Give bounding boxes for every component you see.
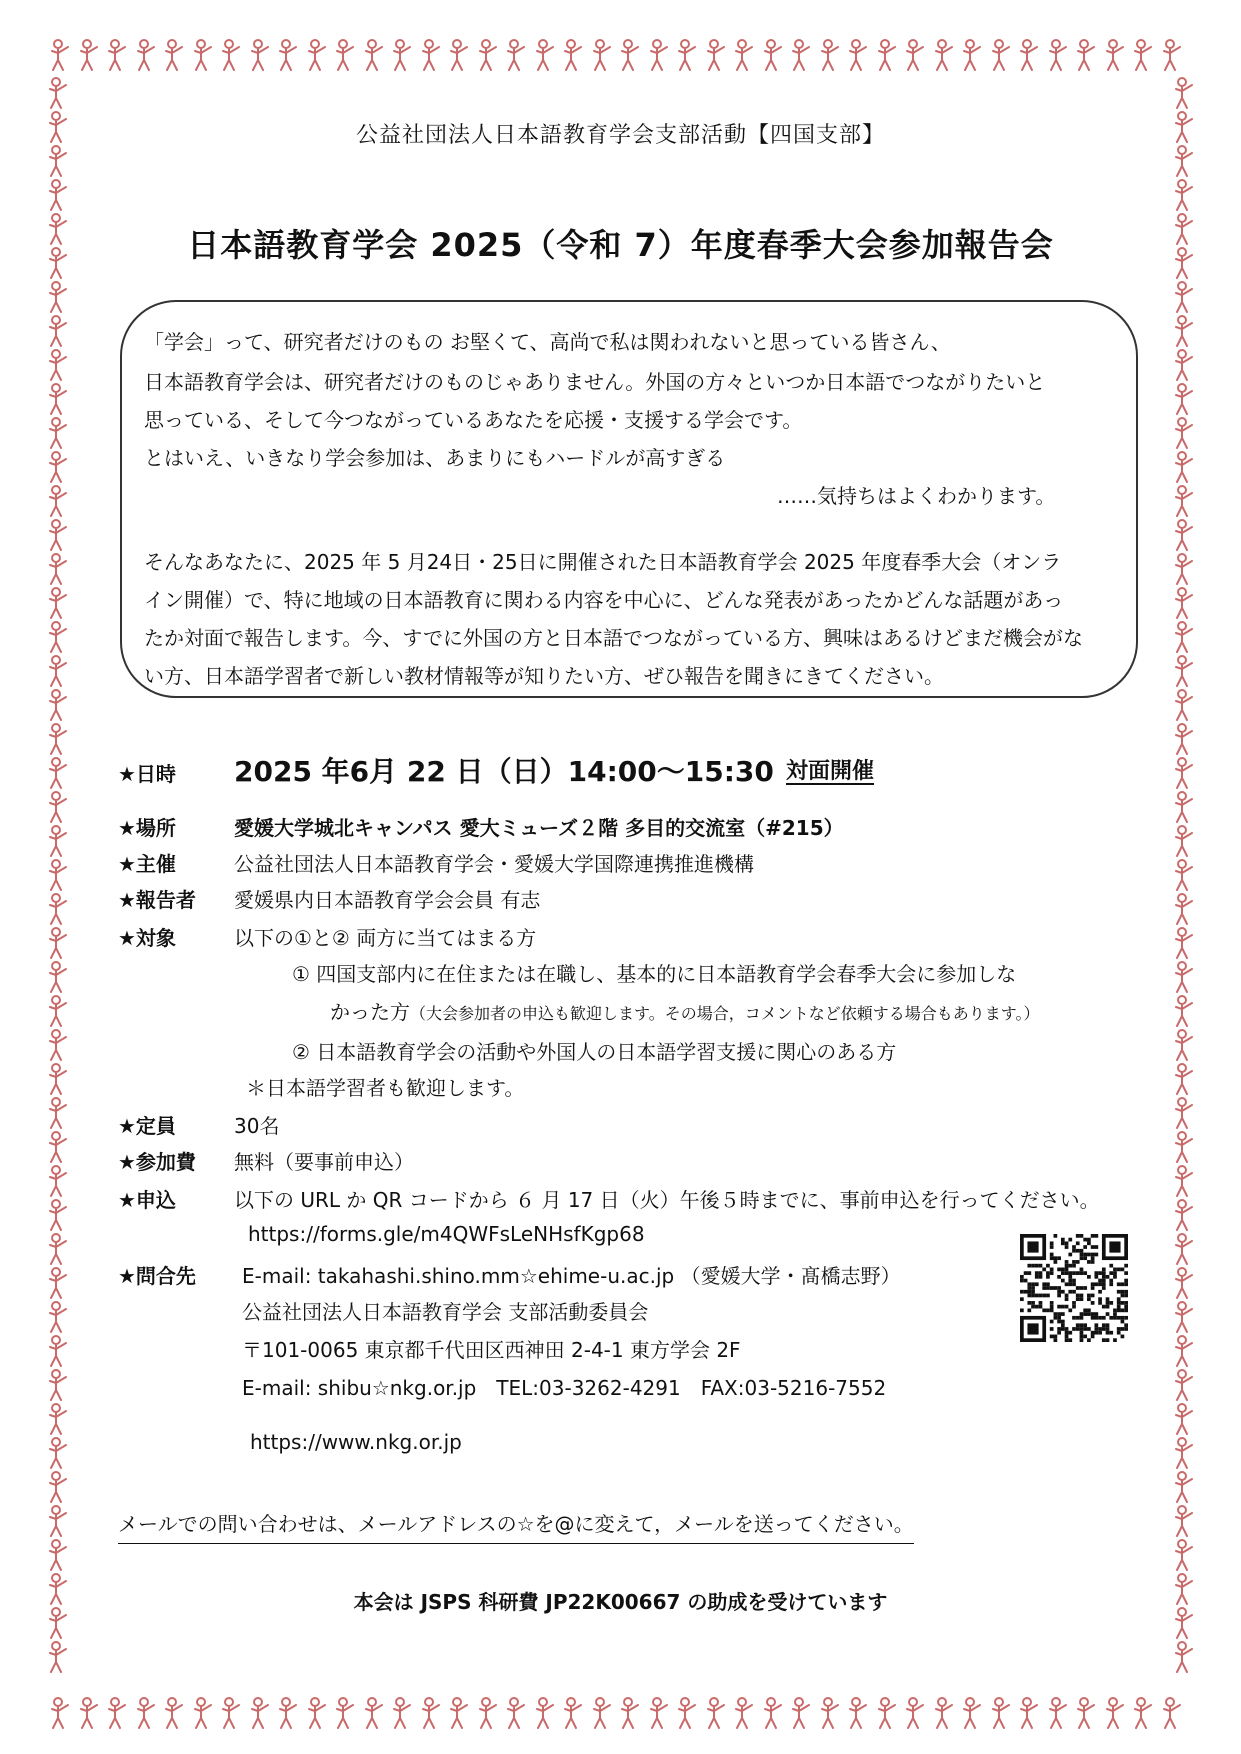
border-figure-icon [447,1696,475,1732]
border-figure-icon [761,38,789,74]
border-figure-icon [504,38,532,74]
border-figure-icon [46,1164,74,1200]
border-figure-icon [46,1436,74,1472]
target-note: ＊日本語学習者も歓迎します。 [246,1076,525,1100]
border-figure-icon [46,1028,74,1064]
border-figure-icon [818,1696,846,1732]
border-figure-icon [46,1470,74,1506]
intro-line-2: 日本語教育学会は、研究者だけのものじゃありません。外国の方々といつか日本語でつながりたいと [144,370,1046,394]
qr-code-icon[interactable] [1020,1234,1128,1342]
border-figure-icon [248,1696,276,1732]
border-figure-icon [46,416,74,452]
target-value: 以下の①と② 両方に当てはまる方 [234,926,537,950]
border-figure-icon [390,1696,418,1732]
border-figure-icon [333,38,361,74]
border-figure-icon [960,1696,988,1732]
reporter-label: ★報告者 [118,888,196,912]
border-figure-icon [647,1696,675,1732]
fee-label: ★参加費 [118,1150,196,1174]
border-figure-icon [134,1696,162,1732]
intro-para2-line-2: イン開催）で、特に地域の日本語教育に関わる内容を中心に、どんな発表があったかどんな話題があっ [144,588,1064,612]
border-figure-icon [1172,518,1200,554]
decorative-border-top [0,38,1241,76]
border-figure-icon [46,858,74,894]
border-figure-icon [1172,382,1200,418]
border-figure-icon [1172,178,1200,214]
intro-line-3: 思っている、そして今つながっているあなたを応援・支援する学会です。 [144,408,803,432]
contact-label: ★問合先 [118,1264,196,1288]
target-item-1-b: かった方 [330,1000,410,1024]
border-figure-icon [305,38,333,74]
border-figure-icon [732,38,760,74]
border-figure-icon [960,38,988,74]
border-figure-icon [476,38,504,74]
border-figure-icon [46,756,74,792]
border-figure-icon [46,1062,74,1098]
border-figure-icon [276,1696,304,1732]
intro-line-4: とはいえ、いきなり学会参加は、あまりにもハードルが高すぎる [144,446,726,470]
border-figure-icon [647,38,675,74]
border-figure-icon [1074,38,1102,74]
border-figure-icon [1172,280,1200,316]
border-figure-icon [1172,1198,1200,1234]
border-figure-icon [333,1696,361,1732]
border-figure-icon [1172,926,1200,962]
border-figure-icon [1172,1504,1200,1540]
border-figure-icon [704,38,732,74]
apply-url-link[interactable]: https://forms.gle/m4QWFsLeNHsfKgp68 [248,1222,645,1246]
target-item-1: ① 四国支部内に在住または在職し、基本的に日本語教育学会春季大会に参加しな [292,962,1017,986]
border-figure-icon [362,1696,390,1732]
border-figure-icon [305,1696,333,1732]
border-figure-icon [1172,1266,1200,1302]
capacity-value: 30名 [234,1114,280,1138]
border-figure-icon [1131,38,1159,74]
border-figure-icon [46,824,74,860]
border-figure-icon [1172,1096,1200,1132]
border-figure-icon [846,1696,874,1732]
contact-email-2[interactable]: E-mail: shibu☆nkg.or.jp TEL:03-3262-4291 FAX:03-5216-7552 [242,1376,887,1400]
border-figure-icon [46,144,74,180]
border-figure-icon [1172,144,1200,180]
border-figure-icon [989,1696,1017,1732]
border-figure-icon [1172,1368,1200,1404]
border-figure-icon [761,1696,789,1732]
border-figure-icon [46,1130,74,1166]
apply-label: ★申込 [118,1188,176,1212]
border-figure-icon [105,38,133,74]
border-figure-icon [932,38,960,74]
border-figure-icon [789,1696,817,1732]
target-item-1-cont [330,996,1039,1025]
target-item-1-note: （大会参加者の申込も歓迎します。その場合，コメントなど依頼する場合もあります。） [410,1004,1040,1023]
border-figure-icon [989,38,1017,74]
border-figure-icon [276,38,304,74]
border-figure-icon [1172,824,1200,860]
border-figure-icon [1172,1334,1200,1370]
border-figure-icon [46,382,74,418]
border-figure-icon [1172,790,1200,826]
border-figure-icon [1172,1130,1200,1166]
border-figure-icon [191,38,219,74]
border-figure-icon [1172,1402,1200,1438]
border-figure-icon [1103,38,1131,74]
border-figure-icon [46,1300,74,1336]
border-figure-icon [46,1504,74,1540]
border-figure-icon [134,38,162,74]
border-figure-icon [1172,552,1200,588]
contact-org: 公益社団法人日本語教育学会 支部活動委員会 [242,1300,649,1324]
apply-value: 以下の URL か QR コードから ６ 月 17 日（火）午後５時までに、事前申込を行ってください。 [234,1188,1100,1212]
place-label: ★場所 [118,816,176,840]
border-figure-icon [1172,994,1200,1030]
border-figure-icon [1017,1696,1045,1732]
border-figure-icon [1046,1696,1074,1732]
border-figure-icon [46,926,74,962]
border-figure-icon [1172,722,1200,758]
border-figure-icon [1172,960,1200,996]
border-figure-icon [46,314,74,350]
border-figure-icon [46,1266,74,1302]
border-figure-icon [1172,314,1200,350]
capacity-label: ★定員 [118,1114,176,1138]
border-figure-icon [105,1696,133,1732]
border-figure-icon [46,790,74,826]
target-label: ★対象 [118,926,176,950]
border-figure-icon [46,450,74,486]
border-figure-icon [1172,892,1200,928]
border-figure-icon [504,1696,532,1732]
border-figure-icon [618,38,646,74]
border-figure-icon [419,38,447,74]
host-value: 公益社団法人日本語教育学会・愛媛大学国際連携推進機構 [234,852,754,876]
border-figure-icon [248,38,276,74]
border-figure-icon [1172,1164,1200,1200]
border-figure-icon [1046,38,1074,74]
border-figure-icon [46,178,74,214]
border-figure-icon [476,1696,504,1732]
border-figure-icon [1172,416,1200,452]
contact-website-link[interactable]: https://www.nkg.or.jp [250,1430,462,1454]
border-figure-icon [590,1696,618,1732]
border-figure-icon [46,1640,74,1676]
border-figure-icon [46,586,74,622]
border-figure-icon [1172,1300,1200,1336]
border-figure-icon [1172,484,1200,520]
border-figure-icon [219,1696,247,1732]
border-figure-icon [932,1696,960,1732]
format-badge: 対面開催 [786,759,875,784]
border-figure-icon [447,38,475,74]
fee-value: 無料（要事前申込） [234,1150,414,1174]
border-figure-icon [818,38,846,74]
border-figure-icon [1172,1538,1200,1574]
border-figure-icon [46,76,74,112]
border-figure-icon [561,1696,589,1732]
border-figure-icon [875,38,903,74]
border-figure-icon [1172,620,1200,656]
host-label: ★主催 [118,852,176,876]
intro-line-1: 「学会」って、研究者だけのもの お堅くて、高尚で私は関われないと思っている皆さん、 [144,330,951,354]
border-figure-icon [46,280,74,316]
border-figure-icon [1017,38,1045,74]
border-figure-icon [46,654,74,690]
border-figure-icon [1172,586,1200,622]
border-figure-icon [46,892,74,928]
border-figure-icon [46,1334,74,1370]
border-figure-icon [1074,1696,1102,1732]
decorative-border-bottom [0,1696,1241,1734]
border-figure-icon [46,1402,74,1438]
border-figure-icon [362,38,390,74]
border-figure-icon [533,1696,561,1732]
border-figure-icon [191,1696,219,1732]
border-figure-icon [875,1696,903,1732]
reporter-value: 愛媛県内日本語教育学会会員 有志 [234,888,541,912]
border-figure-icon [46,688,74,724]
border-figure-icon [46,994,74,1030]
intro-para2-line-4: い方、日本語学習者で新しい教材情報等が知りたい方、ぜひ報告を聞きにきてください。 [144,664,944,688]
border-figure-icon [590,38,618,74]
border-figure-icon [903,1696,931,1732]
border-figure-icon [675,1696,703,1732]
border-figure-icon [46,722,74,758]
border-figure-icon [789,38,817,74]
border-figure-icon [46,1198,74,1234]
border-figure-icon [46,1368,74,1404]
border-figure-icon [561,38,589,74]
border-figure-icon [1172,654,1200,690]
intro-para2-line-3: たか対面で報告します。今、すでに外国の方と日本語でつながっている方、興味はあるけどまだ機会がな [144,626,1083,650]
border-figure-icon [533,38,561,74]
border-figure-icon [390,38,418,74]
border-figure-icon [903,38,931,74]
organizer-line: 公益社団法人日本語教育学会支部活動【四国支部】 [355,123,885,148]
border-figure-icon [46,1232,74,1268]
border-figure-icon [618,1696,646,1732]
target-item-2: ② 日本語教育学会の活動や外国人の日本語学習支援に関心のある方 [292,1040,897,1064]
page-title: 日本語教育学会 2025（令和 7）年度春季大会参加報告会 [187,226,1054,264]
border-figure-icon [46,960,74,996]
border-figure-icon [1172,1028,1200,1064]
datetime-label: ★日時 [118,762,176,786]
border-figure-icon [1172,1640,1200,1676]
border-figure-icon [1172,450,1200,486]
border-figure-icon [1172,76,1200,112]
border-figure-icon [46,620,74,656]
border-figure-icon [675,38,703,74]
border-figure-icon [1172,348,1200,384]
intro-para2-line-1: そんなあなたに、2025 年 5 月24日・25日に開催された日本語教育学会 2025 年度春季大会（オンラ [144,550,1062,574]
contact-email-1[interactable]: E-mail: takahashi.shino.mm☆ehime-u.ac.jp （愛媛大学・髙橋志野） [242,1264,901,1288]
border-figure-icon [704,1696,732,1732]
border-figure-icon [1131,1696,1159,1732]
border-figure-icon [846,38,874,74]
border-figure-icon [162,38,190,74]
border-figure-icon [46,518,74,554]
border-figure-icon [1172,1470,1200,1506]
datetime-value: 2025 年6月 22 日（日）14:00～15:30 [234,755,774,788]
border-figure-icon [1103,1696,1131,1732]
intro-box [120,300,1138,698]
funding-note: 本会は JSPS 科研費 JP22K00667 の助成を受けています [353,1590,888,1614]
border-figure-icon [732,1696,760,1732]
border-figure-icon [46,552,74,588]
border-figure-icon [1172,858,1200,894]
border-figure-icon [46,484,74,520]
border-figure-icon [1172,1062,1200,1098]
border-figure-icon [219,38,247,74]
border-figure-icon [1172,756,1200,792]
border-figure-icon [46,1538,74,1574]
mail-note: メールでの問い合わせは、メールアドレスの☆を@に変えて，メールを送ってください。 [118,1508,914,1544]
place-value: 愛媛大学城北キャンパス 愛大ミューズ２階 多目的交流室（#215） [234,816,844,840]
border-figure-icon [1172,688,1200,724]
border-figure-icon [1172,1232,1200,1268]
border-figure-icon [419,1696,447,1732]
border-figure-icon [46,1096,74,1132]
border-figure-icon [1172,1436,1200,1472]
intro-right-line: ……気持ちはよくわかります。 [777,484,1056,508]
border-figure-icon [162,1696,190,1732]
border-figure-icon [46,348,74,384]
contact-address: 〒101-0065 東京都千代田区西神田 2-4-1 東方学会 2F [242,1338,741,1362]
